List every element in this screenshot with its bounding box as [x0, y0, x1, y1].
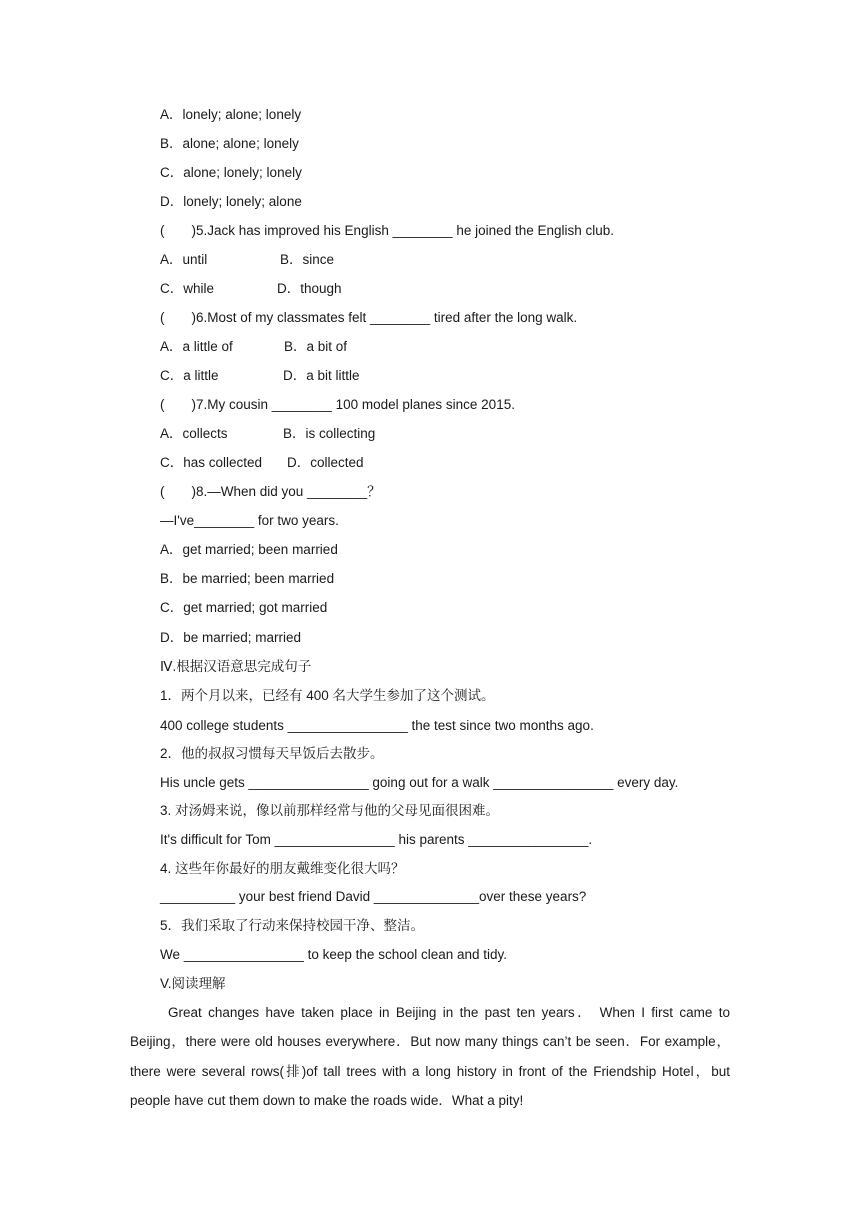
q4-option-d: D．lonely; lonely; alone [160, 194, 302, 209]
q5-option-d: D．though [277, 281, 342, 296]
q7-stem: ( )7.My cousin ________ 100 model planes since 2015. [160, 397, 515, 412]
s4-item2-cn: 2．他的叔叔习惯每天早饭后去散步。 [160, 746, 384, 761]
q8-stem-reply: —I've________ for two years. [160, 513, 339, 528]
q8-option-c: C．get married; got married [160, 600, 328, 615]
q7-option-c: C．has collected [160, 455, 263, 470]
q4-option-c: C．alone; lonely; lonely [160, 165, 302, 180]
q6-stem: ( )6.Most of my classmates felt ________ tired after the long walk. [160, 310, 578, 325]
q5-option-b: B．since [280, 252, 335, 267]
s4-item4-en: __________ your best friend David ______________over these years? [160, 889, 587, 904]
q8-option-d: D．be married; married [160, 630, 302, 645]
section5-title: V.阅读理解 [160, 976, 226, 991]
s4-item3-en: It's difficult for Tom ________________ his parents ________________. [160, 832, 593, 847]
s4-item1-cn: 1．两个月以来，已经有 400 名大学生参加了这个测试。 [160, 688, 495, 703]
q6-option-b: B．a bit of [284, 339, 348, 354]
q7-option-b: B．is collecting [283, 426, 376, 441]
q4-option-b: B．alone; alone; lonely [160, 136, 299, 151]
q5-stem: ( )5.Jack has improved his English ________ he joined the English club. [160, 223, 615, 238]
q8-option-a: A．get married; been married [160, 542, 338, 557]
s4-item5-cn: 5．我们采取了行动来保持校园干净、整洁。 [160, 918, 425, 933]
q6-option-c: C．a little [160, 368, 219, 383]
s4-item4-cn: 4. 这些年你最好的朋友戴维变化很大吗？ [160, 861, 405, 876]
q8-stem: ( )8.—When did you ________？ [160, 484, 381, 499]
reading-passage: Great changes have taken place in Beijing in the past ten years． When I first came to Beijing，there were old houses everywhere．But now many things can’t be seen．For example，there were several rows(排)of tall trees with a long history in front of the Friendship Hotel，but people have cut them down to make the roads wide．What a pity! [130, 1005, 730, 1108]
q7-option-d: D．collected [287, 455, 364, 470]
q4-option-a: A．lonely; alone; lonely [160, 107, 302, 122]
s4-item1-en: 400 college students ________________ the test since two months ago. [160, 718, 594, 733]
q5-option-c: C．while [160, 281, 215, 296]
q5-option-a: A．until [160, 252, 208, 267]
s4-item5-en: We ________________ to keep the school clean and tidy. [160, 947, 508, 962]
q8-option-b: B．be married; been married [160, 571, 335, 586]
q6-option-d: D．a bit little [283, 368, 360, 383]
q6-option-a: A．a little of [160, 339, 233, 354]
q7-option-a: A．collects [160, 426, 228, 441]
s4-item2-en: His uncle gets ________________ going out for a walk ________________ every day. [160, 775, 679, 790]
section4-title: Ⅳ.根据汉语意思完成句子 [160, 659, 312, 674]
s4-item3-cn: 3. 对汤姆来说，像以前那样经常与他的父母见面很困难。 [160, 803, 500, 818]
